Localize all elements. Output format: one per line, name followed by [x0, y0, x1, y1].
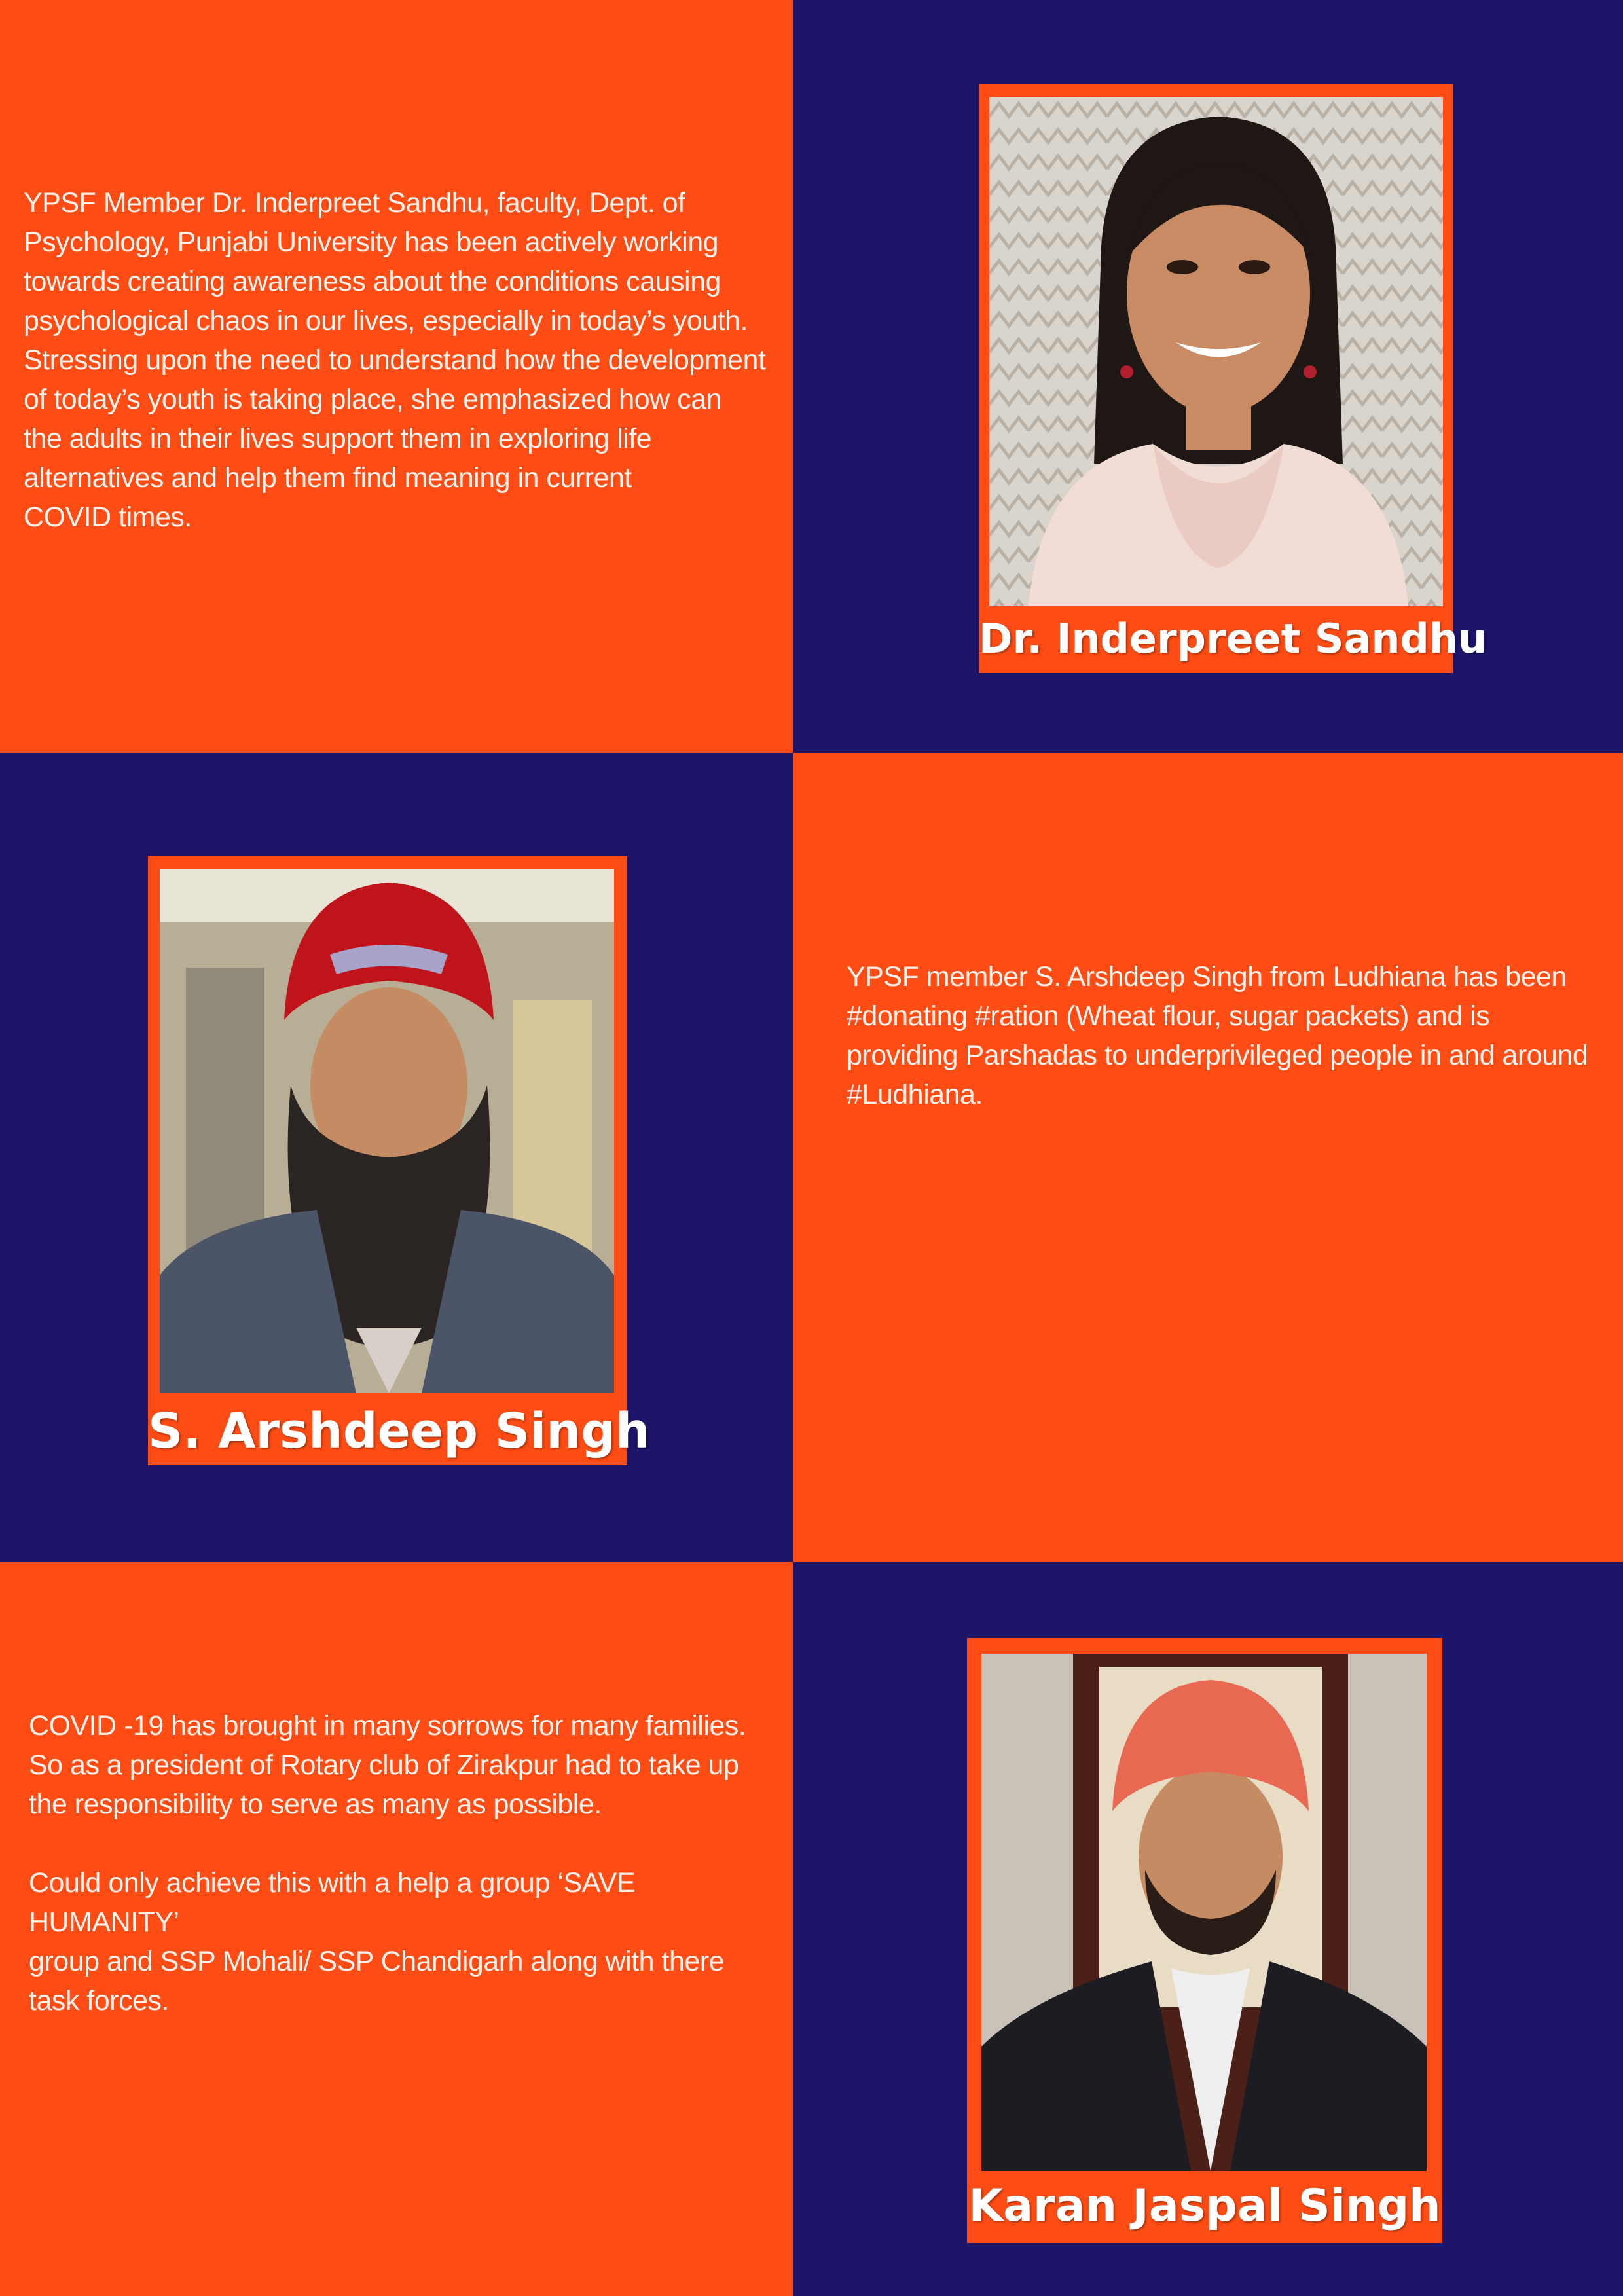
section-3-photo-card	[967, 1638, 1442, 2243]
inderpreet-sandhu-photo	[989, 97, 1443, 606]
section-3-name-caption: Karan Jaspal Singh	[968, 2180, 1441, 2232]
section-3-text-panel	[0, 1562, 793, 2296]
arshdeep-singh-photo	[160, 869, 614, 1393]
section-2-description: YPSF member S. Arshdeep Singh from Ludhiana has been #donating #ration (Wheat flour, sugar packets) and is providing Parshadas to underprivileged people in and around #Ludhiana.	[847, 961, 1588, 1110]
section-1-name-caption: Dr. Inderpreet Sandhu	[979, 615, 1487, 663]
section-1-photo-card	[979, 84, 1487, 673]
section-3-photo-panel	[793, 1562, 1623, 2296]
section-1-photo-panel	[793, 0, 1623, 753]
section-1-description: YPSF Member Dr. Inderpreet Sandhu, faculty, Dept. of Psychology, Punjabi University has been actively working towards creating awareness about the conditions causing psychological chaos in our lives, especially in today’s youth. Stressing upon the need to understand how the development of today’s youth is taking place, she emphasized how can the adults in their lives support them in exploring life alternatives and help them find meaning in current COVID times.	[24, 187, 766, 533]
section-3-description: COVID -19 has brought in many sorrows for many families. So as a president of Rotary club of Zirakpur had to take up the responsibility to serve as many as possible. Could only achieve this with a help a group ‘SAVE HUMANITY’ group and SSP Mohali/ SSP Chandigarh along with there task forces.	[29, 1710, 746, 2016]
section-2-text-panel	[793, 753, 1623, 1562]
section-2-photo-panel	[0, 753, 793, 1562]
section-2-photo-card	[148, 856, 650, 1465]
section-2-name-caption: S. Arshdeep Singh	[148, 1403, 650, 1459]
karan-jaspal-singh-photo	[981, 1654, 1427, 2171]
section-1-text-panel	[0, 0, 793, 753]
